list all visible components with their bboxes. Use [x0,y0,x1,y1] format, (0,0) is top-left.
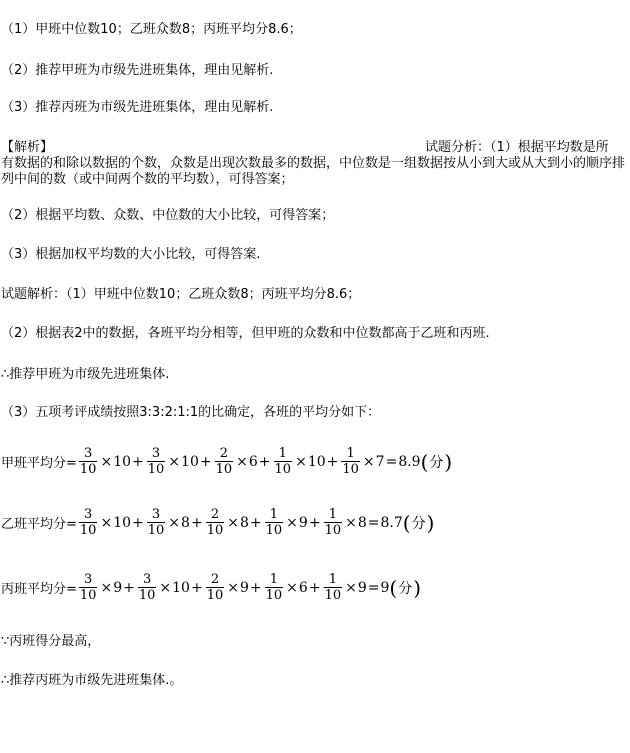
fraction-denominator: 10 [147,523,165,538]
analysis-intro-right: 试题分析：（1）根据平均数是所 [425,140,609,155]
answer-2: （2）推荐甲班为市级先进班集体，理由见解析. [1,63,274,78]
equation-label: 丙班平均分= [1,582,77,597]
multiplier: 7 [375,453,385,470]
unit-label: 分 [429,454,444,471]
multiplier: 9 [298,514,308,531]
fraction-numerator: 3 [84,507,93,522]
multiplier: 10 [307,453,326,470]
fraction-numerator: 3 [84,572,93,587]
fraction-denominator: 10 [206,588,224,603]
answer-3: （3）推荐丙班为市级先进班集体，理由见解析. [1,100,274,115]
times-sign: × [100,453,113,470]
times-sign: × [100,579,113,596]
equals-sign: = [367,514,380,531]
unit-label: 分 [398,580,413,597]
answer-1: （1）甲班中位数10；乙班众数8；丙班平均分8.6； [1,22,302,37]
plus-sign: + [249,514,262,531]
fraction-numerator: 1 [328,572,337,587]
analysis-intro-body: 有数据的和除以数据的个数，众数是出现次数最多的数据，中位数是一组数据按从小到大或从大到小的顺序排列中间的数（或中间两个数的平均数），可得答案； [1,156,626,187]
fraction [324,507,343,538]
multiplier: 10 [181,453,199,470]
fraction-numerator: 2 [210,507,220,522]
fraction-denominator: 10 [215,462,233,477]
plus-sign: + [123,579,135,596]
fraction-denominator: 10 [206,523,224,538]
fraction-numerator: 2 [210,572,220,587]
fraction [265,572,284,603]
fraction-denominator: 10 [342,462,359,477]
times-sign: × [286,579,298,596]
solution-part-2: （2）根据表2中的数据，各班平均分相等，但甲班的众数和中位数都高于乙班和丙班. [1,326,490,341]
fraction-denominator: 10 [147,462,165,477]
equation-yi [1,507,434,538]
fraction [206,507,225,538]
fraction [138,572,157,603]
times-sign: × [227,579,239,596]
result-value: 9 [380,579,390,596]
fraction-numerator: 1 [346,446,355,461]
times-sign: × [100,514,113,531]
fraction-numerator: 3 [84,446,93,461]
left-paren: ( [420,449,429,474]
fraction-denominator: 10 [324,588,342,603]
analysis-point-2: （2）根据平均数、众数、中位数的大小比较，可得答案； [1,208,335,223]
multiplier: 9 [239,579,249,596]
fraction [341,446,360,477]
fraction-numerator: 1 [328,507,337,522]
solution-final: ∴推荐丙班为市级先进班集体.。 [1,673,183,688]
plus-sign: + [190,514,203,531]
multiplier: 10 [113,453,132,470]
times-sign: × [227,514,239,531]
solution-because: ∵丙班得分最高， [1,634,101,649]
times-sign: × [362,453,375,470]
multiplier: 8 [239,514,249,531]
plus-sign: + [190,579,203,596]
plus-sign: + [258,453,271,470]
equals-sign: = [385,453,398,470]
result-value: 8.7 [380,514,403,531]
left-paren: ( [389,575,398,600]
fraction [79,507,98,538]
left-paren: ( [402,510,411,535]
plus-sign: + [132,514,144,531]
right-paren: ) [426,510,435,535]
fraction-denominator: 10 [79,523,97,538]
fraction-denominator: 10 [79,588,97,603]
fraction-denominator: 10 [265,523,283,538]
multiplier: 8 [181,514,190,531]
multiplier: 6 [248,453,258,470]
solution-part-3: （3）五项考评成绩按照3:3:2:1:1的比确定，各班的平均分如下： [1,405,381,420]
multiplier: 9 [113,579,123,596]
fraction [79,446,98,477]
plus-sign: + [249,579,262,596]
right-paren: ) [413,575,422,600]
fraction [215,446,234,477]
fraction [147,446,166,477]
multiplier: 8 [357,514,367,531]
unit-label: 分 [411,515,426,532]
fraction-denominator: 10 [265,588,283,603]
fraction-numerator: 1 [278,446,287,461]
multiplier: 9 [357,579,367,596]
fraction-denominator: 10 [79,462,97,477]
multiplier: 10 [172,579,190,596]
plus-sign: + [308,579,321,596]
multiplier: 10 [113,514,132,531]
multiplier: 6 [298,579,308,596]
fraction [79,572,98,603]
equation-bing [1,572,421,603]
fraction-denominator: 10 [324,523,342,538]
plus-sign: + [199,453,212,470]
fraction-numerator: 2 [219,446,228,461]
times-sign: × [236,453,248,470]
plus-sign: + [308,514,321,531]
fraction-numerator: 1 [269,507,279,522]
equation-label: 乙班平均分= [1,517,77,532]
analysis-point-3: （3）根据加权平均数的大小比较，可得答案. [1,247,261,262]
times-sign: × [345,579,357,596]
equation-label: 甲班平均分= [1,456,77,471]
fraction-numerator: 3 [151,446,161,461]
times-sign: × [295,453,307,470]
equation-jia [1,446,452,477]
fraction [147,507,166,538]
analysis-heading: 【解析】 [1,140,54,155]
fraction-numerator: 3 [151,507,161,522]
times-sign: × [168,453,181,470]
plus-sign: + [326,453,339,470]
equals-sign: = [367,579,380,596]
fraction-numerator: 1 [269,572,279,587]
times-sign: × [345,514,357,531]
plus-sign: + [132,453,144,470]
fraction-denominator: 10 [138,588,156,603]
fraction [274,446,293,477]
times-sign: × [286,514,298,531]
solution-conclusion-jia: ∴推荐甲班为市级先进班集体. [1,367,170,382]
fraction-denominator: 10 [274,462,292,477]
right-paren: ) [444,449,453,474]
result-value: 8.9 [398,453,421,470]
fraction [324,572,343,603]
fraction [265,507,284,538]
times-sign: × [168,514,181,531]
fraction [206,572,225,603]
times-sign: × [159,579,172,596]
solution-part-1: 试题解析：（1）甲班中位数10；乙班众数8；丙班平均分8.6； [1,287,361,302]
fraction-numerator: 3 [142,572,152,587]
